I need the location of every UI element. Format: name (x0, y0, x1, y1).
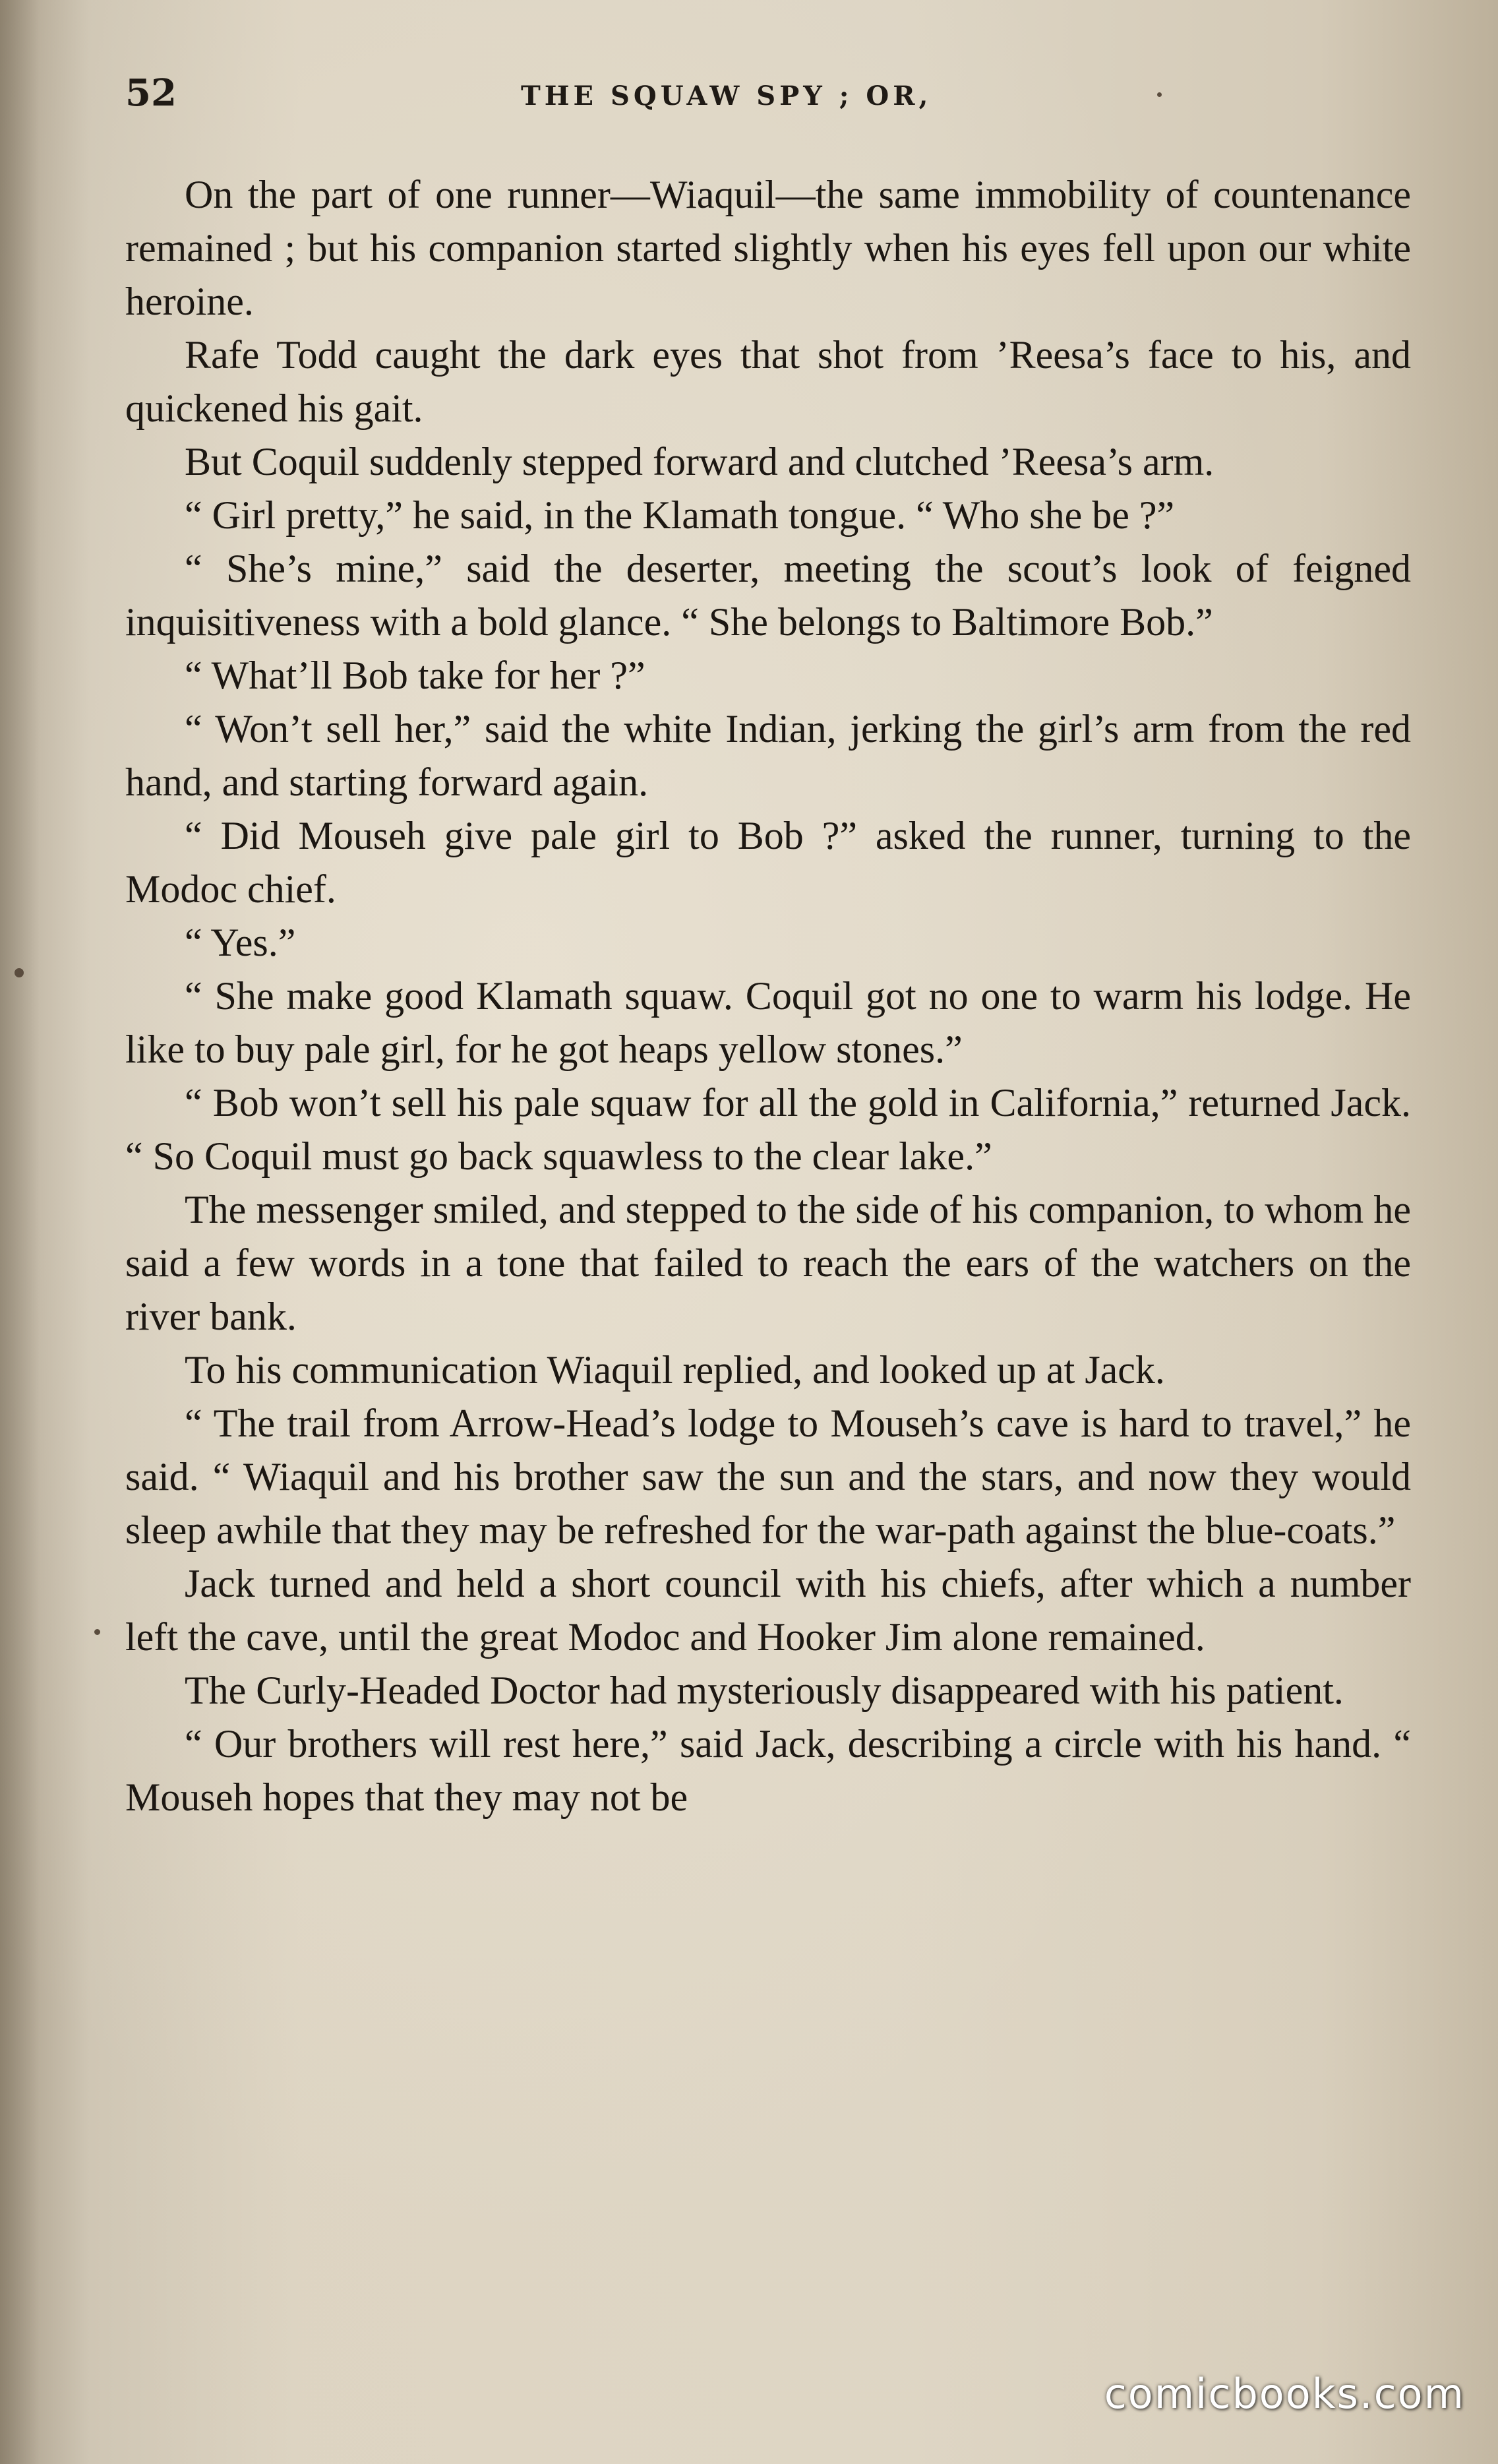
page-number: 52 (125, 71, 177, 115)
ink-speck (15, 968, 24, 977)
page-gutter-shadow (0, 0, 40, 2464)
paragraph: But Coquil suddenly stepped forward and clutched ’Reesa’s arm. (185, 440, 1214, 483)
paragraph: “ Our brothers will rest here,” said Jack, describing a circle with his hand. “ Mouseh hopes that they may not be (125, 1722, 1411, 1819)
body-text (125, 168, 1411, 1824)
paragraph: Rafe Todd caught the dark eyes that shot from ’Reesa’s face to his, and quickened his gait. (125, 333, 1411, 430)
paragraph: On the part of one runner—Wiaquil—the same immobility of countenance remained ; but his companion started slightly when his eyes fell upon our white heroine. (125, 173, 1411, 323)
paragraph: To his communication Wiaquil replied, and looked up at Jack. (185, 1348, 1165, 1392)
paragraph: The messenger smiled, and stepped to the side of his companion, to whom he said a few words in a tone that failed to reach the ears of the watchers on the river bank. (125, 1188, 1411, 1338)
paragraph: “ Did Mouseh give pale girl to Bob ?” asked the runner, turning to the Modoc chief. (125, 814, 1411, 911)
paragraph: “ Yes.” (185, 921, 296, 964)
paragraph: “ What’ll Bob take for her ?” (185, 654, 645, 697)
paragraph: “ She’s mine,” said the deserter, meeting the scout’s look of feigned inquisitiveness with a bold glance. “ She belongs to Baltimore Bob.” (125, 547, 1411, 644)
paragraph: “ Bob won’t sell his pale squaw for all the gold in California,” returned Jack. “ So Coquil must go back squawless to the clear lake.” (125, 1081, 1411, 1178)
paragraph: “ The trail from Arrow-Head’s lodge to Mouseh’s cave is hard to travel,” he said. “ Wiaquil and his brother saw the sun and the stars, and now they would sleep awhile that they may be refreshed for the war-path against the blue-coats.” (125, 1401, 1411, 1552)
running-head (125, 71, 1411, 124)
paragraph: “ Won’t sell her,” said the white Indian, jerking the girl’s arm from the red hand, and starting forward again. (125, 707, 1411, 804)
site-watermark: comicbooks.com (1104, 2370, 1465, 2418)
paragraph: “ She make good Klamath squaw. Coquil got no one to warm his lodge. He like to buy pale girl, for he got heaps yellow stones.” (125, 974, 1411, 1071)
running-title: THE SQUAW SPY ; OR, (521, 80, 932, 111)
paragraph: Jack turned and held a short council with his chiefs, after which a number left the cave, until the great Modoc and Hooker Jim alone remained. (125, 1562, 1411, 1659)
paragraph: “ Girl pretty,” he said, in the Klamath tongue. “ Who she be ?” (185, 493, 1175, 537)
paragraph: The Curly-Headed Doctor had mysteriously disappeared with his patient. (185, 1669, 1344, 1712)
ink-speck (94, 1629, 100, 1635)
